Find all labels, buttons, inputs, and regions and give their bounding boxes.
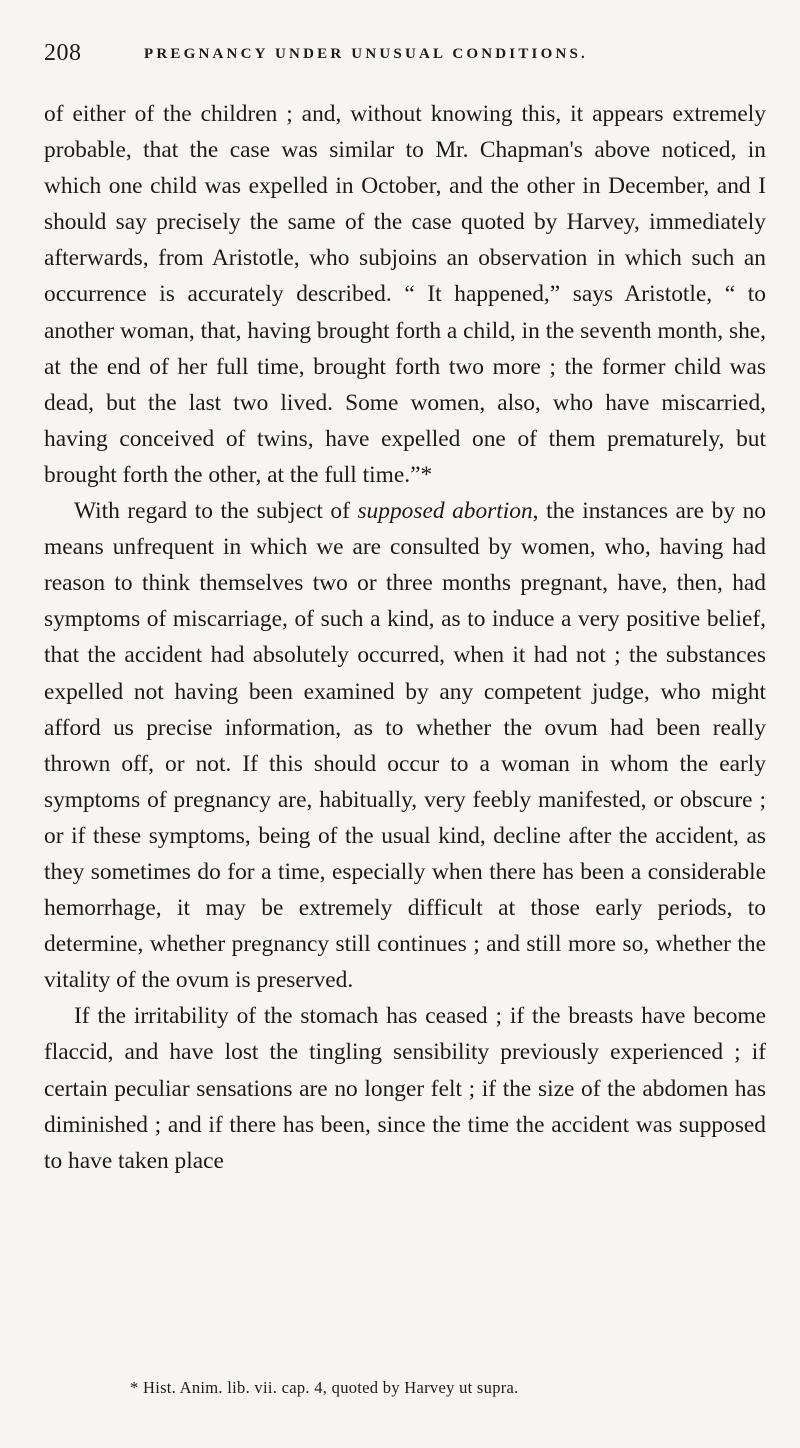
paragraph-2-lead: With regard to the subject of [74,498,358,525]
paragraph-2 [44,493,766,998]
page-header [44,40,762,72]
paragraph-2-rest: , the instances are by no means unfrequent in which we are consulted by women, who, having had reason to think themselves two or three months pregnant, have, then, had symptoms of miscarriage, of such a kind, as to induce a very positive belief, that the accident had absolutely occurred, when it had not ; the substances expelled not having been examined by any competent judge, who might afford us precise information, as to whether the ovum had been really thrown off, or not. If this should occur to a woman in whom the early symptoms of pregnancy are, habitually, very feebly manifested, or obscure ; or if these symptoms, being of the usual kind, decline after the accident, as they sometimes do for a time, especially when there has been a considerable hemorrhage, it may be extremely difficult at those early periods, to determine, whether pregnancy still continues ; and still more so, whether the vitality of the ovum is preserved. [44,498,766,994]
page-number: 208 [44,40,82,66]
running-title: PREGNANCY UNDER UNUSUAL CONDITIONS. [144,46,588,62]
body-text [44,96,766,1179]
footnote: * Hist. Anim. lib. vii. cap. 4, quoted by Harvey ut supra. [130,1378,519,1397]
italic-term: supposed abortion [357,498,533,525]
paragraph-3: If the irritability of the stomach has ceased ; if the breasts have become flaccid, and have lost the tingling sensibility previously experienced ; if certain peculiar sensations are no longer felt ; if the size of the abdomen has diminished ; and if there has been, since the time the accident was supposed to have taken place [44,1003,766,1174]
paragraph-1: of either of the children ; and, without knowing this, it appears extremely probable, that the case was similar to Mr. Chapman's above noticed, in which one child was expelled in October, and the other in December, and I should say precisely the same of the case quoted by Harvey, immediately afterwards, from Aristotle, who subjoins an observation in which such an occurrence is accurately described. “ It happened,” says Aristotle, “ to another woman, that, having brought forth a child, in the seventh month, she, at the end of her full time, brought forth two more ; the former child was dead, but the last two lived. Some women, also, who have miscarried, having conceived of twins, have expelled one of them prematurely, but brought forth the other, at the full time.”* [44,101,766,488]
